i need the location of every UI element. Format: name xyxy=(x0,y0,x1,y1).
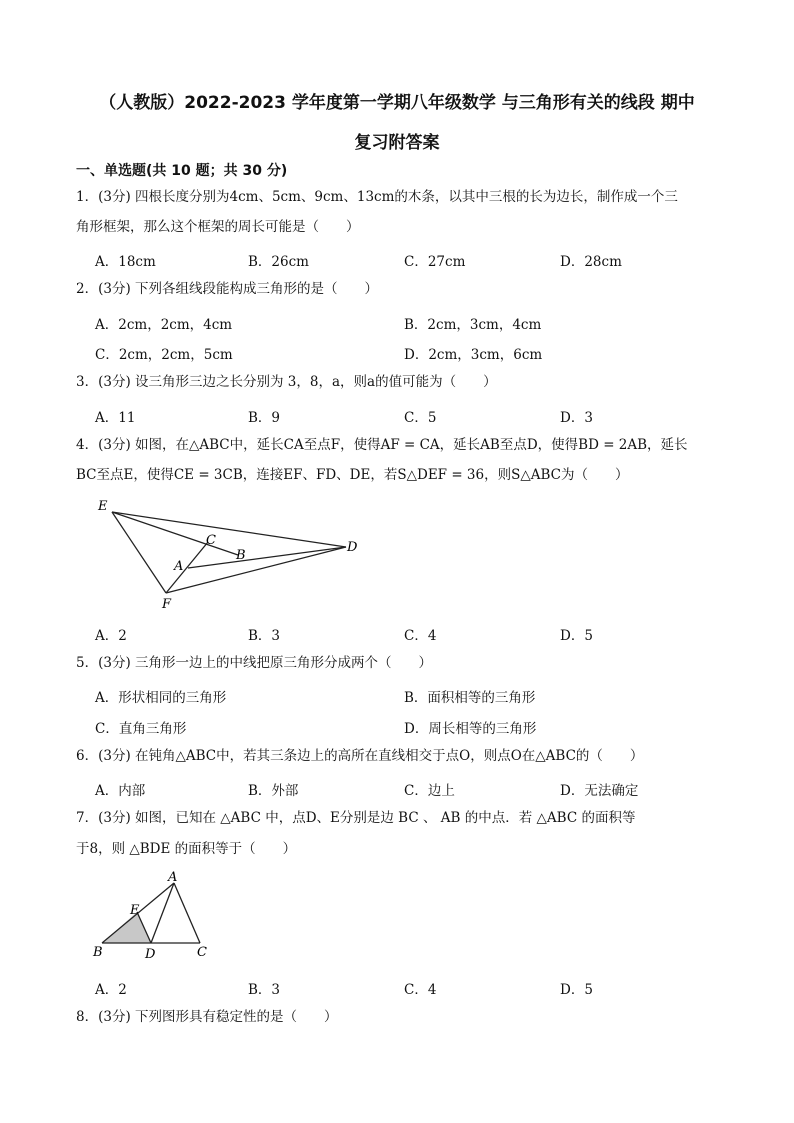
segment-ED xyxy=(112,512,346,547)
question-7-line2: 于8，则 △BDE 的面积等于（ ） xyxy=(76,841,297,857)
q5-option-c: C．直角三角形 xyxy=(95,721,187,737)
label-E: E xyxy=(98,499,108,514)
segment-EF xyxy=(112,512,166,593)
label-F: F xyxy=(162,597,172,612)
q4-option-a: A．2 xyxy=(95,628,127,644)
label-C: C xyxy=(206,533,216,548)
q3-option-c: C．5 xyxy=(404,410,437,426)
q2-option-a: A．2cm，2cm，4cm xyxy=(95,317,233,333)
segment-AC xyxy=(174,883,200,943)
question-4-line2: BC至点E，使得CE = 3CB，连接EF、FD、DE，若S△DEF = 36，则S△ABC为（ ） xyxy=(76,467,629,483)
q4-figure xyxy=(90,495,380,615)
question-6-line1: 6．(3分) 在钝角△ABC中，若其三条边上的高所在直线相交于点O，则点O在△ABC的（ ） xyxy=(76,748,644,764)
q2-option-d: D．2cm，3cm，6cm xyxy=(404,347,543,363)
q5-option-b: B．面积相等的三角形 xyxy=(404,690,536,706)
label-B: B xyxy=(236,548,246,563)
q5-option-a: A．形状相同的三角形 xyxy=(95,690,227,706)
question-8-line1: 8．(3分) 下列图形具有稳定性的是（ ） xyxy=(76,1009,338,1025)
question-7-line1: 7．(3分) 如图，已知在 △ABC 中，点D、E分别是边 BC 、 AB 的中点．若 △ABC 的面积等 xyxy=(76,810,636,826)
q2-option-c: C．2cm，2cm，5cm xyxy=(95,347,233,363)
q3-option-a: A．11 xyxy=(95,410,136,426)
q7-option-a: A．2 xyxy=(95,982,127,998)
page-title-line1: （人教版）2022-2023 学年度第一学期八年级数学 与三角形有关的线段 期中 xyxy=(99,93,695,113)
q5-option-d: D．周长相等的三角形 xyxy=(404,721,537,737)
q1-option-c: C．27cm xyxy=(404,254,466,270)
q3-option-d: D．3 xyxy=(560,410,593,426)
question-1-line1: 1．(3分) 四根长度分别为4cm、5cm、9cm、13cm的木条，以其中三根的长为边长，制作成一个三 xyxy=(76,189,678,205)
q7-option-c: C．4 xyxy=(404,982,437,998)
q1-option-d: D．28cm xyxy=(560,254,622,270)
q2-option-b: B．2cm，3cm，4cm xyxy=(404,317,542,333)
q4-option-b: B．3 xyxy=(248,628,281,644)
q6-option-a: A．内部 xyxy=(95,783,146,799)
label-E: E xyxy=(130,903,140,918)
q3-option-b: B．9 xyxy=(248,410,281,426)
q7-option-b: B．3 xyxy=(248,982,281,998)
q1-option-a: A．18cm xyxy=(95,254,156,270)
segment-CF xyxy=(166,542,208,593)
question-5-line1: 5．(3分) 三角形一边上的中线把原三角形分成两个（ ） xyxy=(76,655,433,671)
question-4-line1: 4．(3分) 如图，在△ABC中，延长CA至点F，使得AF = CA，延长AB至点D，使得BD = 2AB，延长 xyxy=(76,437,688,453)
segment-FD xyxy=(166,547,346,593)
label-C: C xyxy=(197,945,207,960)
label-B: B xyxy=(93,945,103,960)
question-1-line2: 角形框架，那么这个框架的周长可能是（ ） xyxy=(76,219,360,235)
q7-option-d: D．5 xyxy=(560,982,593,998)
q1-option-b: B．26cm xyxy=(248,254,309,270)
q6-option-c: C．边上 xyxy=(404,783,455,799)
section-heading: 一、单选题(共 10 题；共 30 分) xyxy=(76,163,288,179)
question-3-line1: 3．(3分) 设三角形三边之长分别为 3，8，a，则a的值可能为（ ） xyxy=(76,374,497,390)
q4-option-d: D．5 xyxy=(560,628,593,644)
q4-option-c: C．4 xyxy=(404,628,437,644)
question-2-line1: 2．(3分) 下列各组线段能构成三角形的是（ ） xyxy=(76,281,379,297)
q6-option-b: B．外部 xyxy=(248,783,299,799)
page-title-line2: 复习附答案 xyxy=(354,133,440,153)
segment-EB xyxy=(112,512,238,555)
label-A: A xyxy=(168,870,178,885)
label-A: A xyxy=(174,559,184,574)
segment-AD xyxy=(188,547,346,568)
q7-figure xyxy=(90,868,220,963)
label-D: D xyxy=(145,947,156,962)
label-D: D xyxy=(347,540,358,555)
q6-option-d: D．无法确定 xyxy=(560,783,639,799)
